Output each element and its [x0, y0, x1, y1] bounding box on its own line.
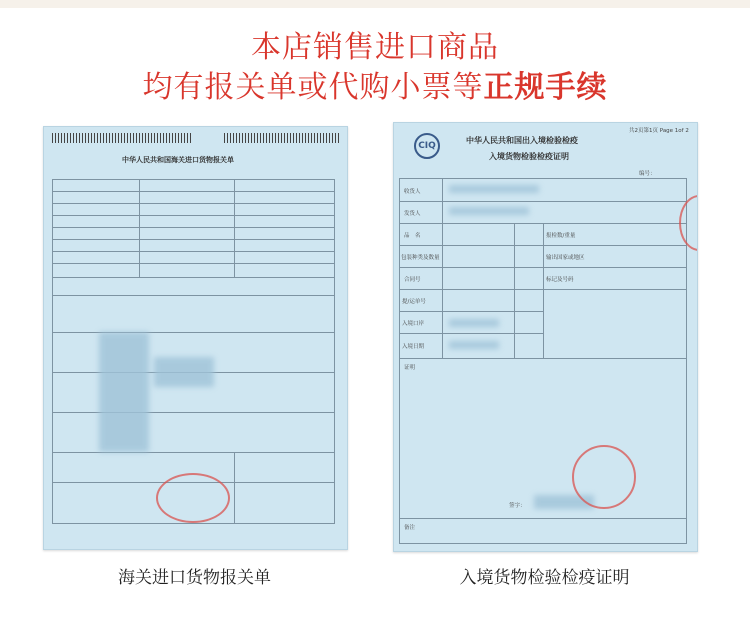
field-product: 品 名 [404, 233, 421, 239]
headline-line2-prefix: 均有报关单或代购小票等 [142, 70, 484, 105]
form-rule [52, 263, 335, 264]
cert-org-title: 中华人民共和国出入境检验检疫 [466, 136, 578, 145]
form-rule [52, 179, 335, 180]
headline-line1: 本店销售进口商品 [251, 30, 499, 65]
caption-customs-declaration: 海关进口货物报关单 [118, 568, 271, 588]
customs-form-title: 中华人民共和国海关进口货物报关单 [122, 156, 234, 164]
form-rule [52, 412, 335, 413]
blurred-region [99, 332, 149, 452]
form-rule [52, 332, 335, 333]
headline-line2-emphasis: 正规手续 [483, 70, 608, 105]
cert-form-title: 入境货物检验检疫证明 [489, 152, 569, 161]
form-rule [52, 251, 335, 252]
blurred-region [449, 207, 529, 215]
caption-inspection-certificate: 入境货物检验检疫证明 [459, 568, 630, 588]
form-rule [52, 277, 335, 278]
form-rule [52, 179, 53, 524]
form-rule [399, 358, 687, 359]
form-rule [52, 239, 335, 240]
barcode-right [224, 133, 339, 143]
form-rule [399, 518, 687, 519]
customs-declaration-image [43, 126, 348, 550]
ciq-logo: CIQ [414, 133, 440, 159]
form-rule [442, 178, 443, 358]
field-sign: 签字： [509, 503, 526, 509]
form-rule [234, 452, 235, 523]
form-rule [399, 333, 543, 334]
form-rule [234, 179, 235, 277]
form-rule [399, 201, 687, 202]
field-origin: 输出国家或地区 [546, 255, 585, 261]
field-contract: 合同号 [404, 277, 421, 283]
field-proof: 证明 [404, 365, 416, 371]
number-label: 编号： [639, 171, 656, 177]
inspection-stamp [572, 445, 636, 509]
form-rule [334, 179, 335, 524]
field-weight: 报检数/重量 [546, 233, 576, 239]
form-rule [52, 295, 335, 296]
form-rule [52, 203, 335, 204]
form-rule [52, 452, 335, 453]
inspection-certificate-image [393, 122, 698, 552]
field-mark: 标记及号码 [546, 277, 574, 283]
blurred-region [449, 185, 539, 193]
form-rule [399, 543, 687, 544]
form-rule [52, 191, 335, 192]
form-rule [399, 178, 400, 543]
form-rule [399, 311, 543, 312]
blurred-region [449, 319, 499, 327]
barcode-left [52, 133, 192, 143]
form-rule [52, 227, 335, 228]
field-shipper: 发货人 [404, 211, 421, 217]
field-bill: 提/运单号 [402, 299, 426, 305]
form-rule [139, 179, 140, 277]
edge-stamp [679, 195, 698, 251]
field-consignee: 收货人 [404, 189, 421, 195]
field-entry-port: 入境口岸 [402, 321, 425, 327]
blurred-region [449, 341, 499, 349]
headline-line2 [0, 62, 750, 106]
form-rule [52, 215, 335, 216]
customs-stamp [156, 473, 230, 523]
form-rule [543, 223, 544, 358]
field-remark: 备注 [404, 525, 416, 531]
page-info: 共2页第1页 Page 1of 2 [629, 128, 689, 134]
form-rule [514, 223, 515, 358]
form-rule [52, 523, 335, 524]
blurred-region [154, 357, 214, 387]
field-entry-date: 入境日期 [402, 344, 425, 350]
top-bar [0, 0, 750, 8]
field-package: 包装种类及数量 [401, 255, 440, 261]
